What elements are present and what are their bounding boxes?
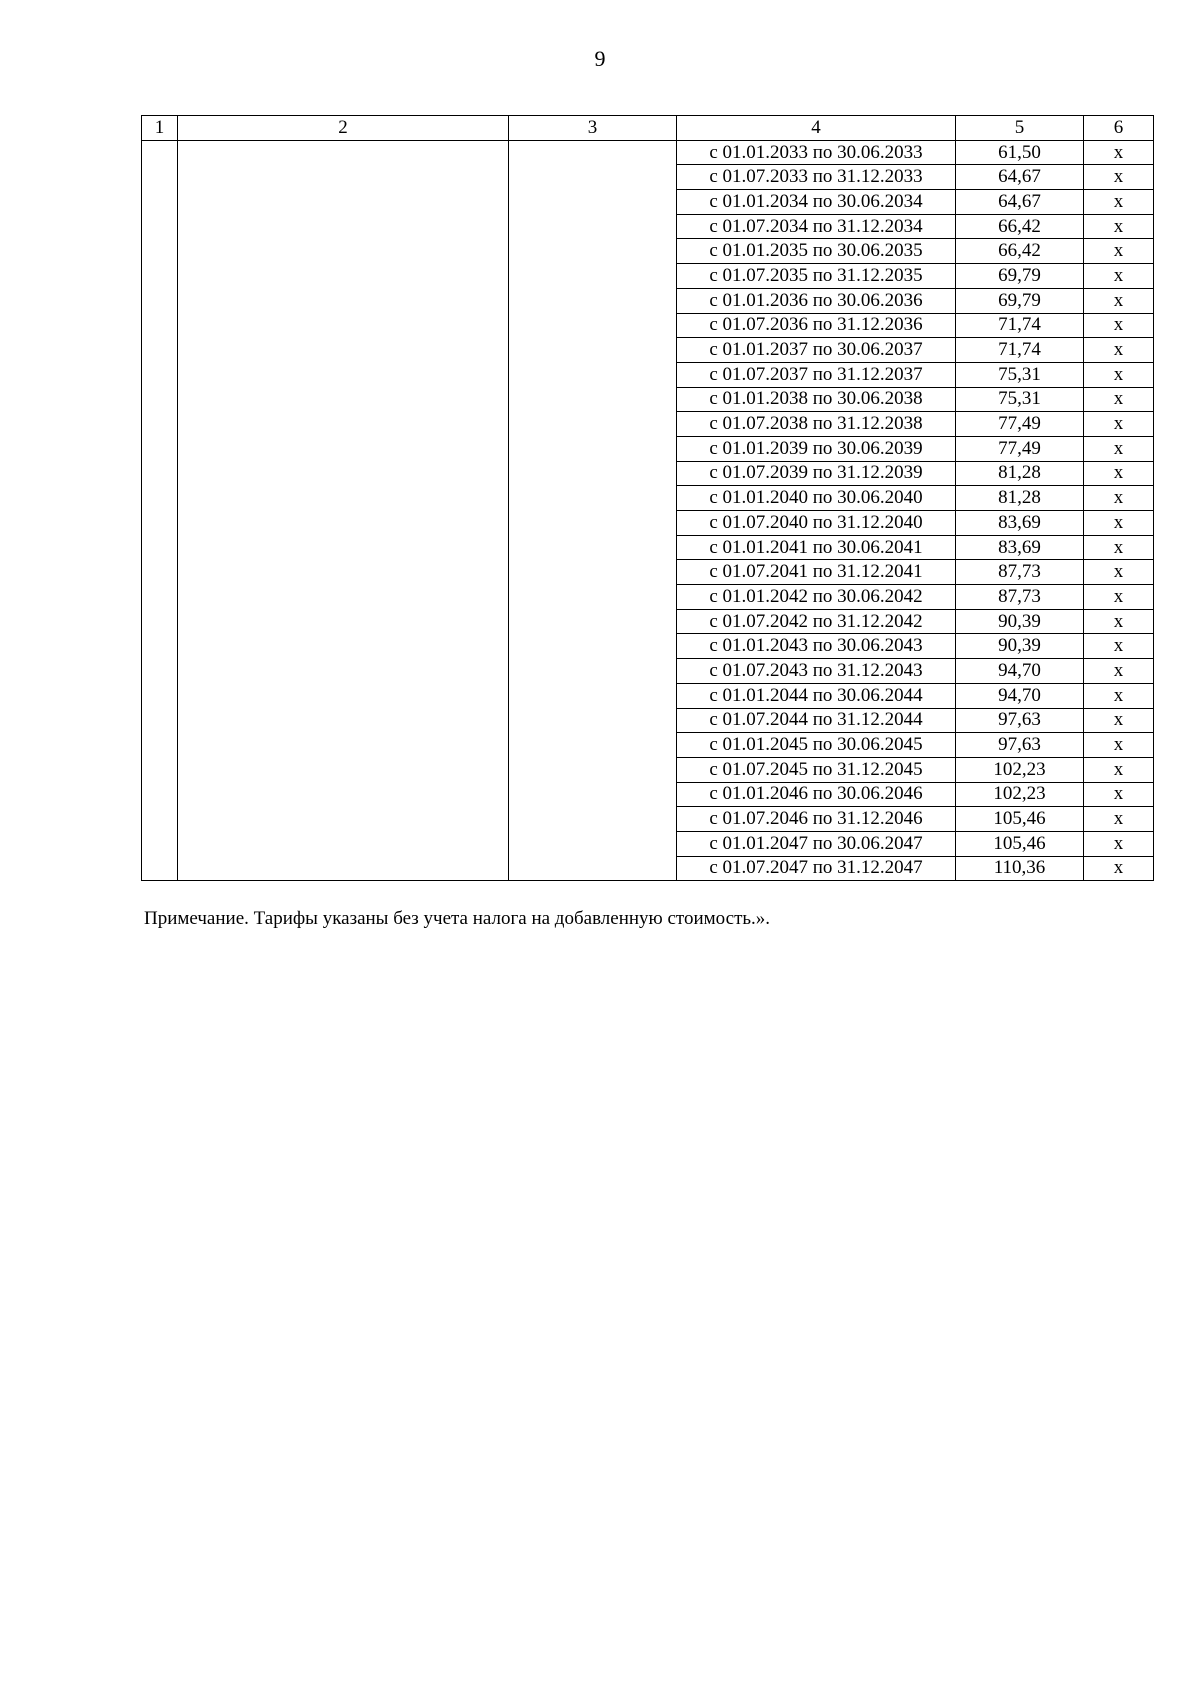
tariff-value-cell: 110,36 <box>956 856 1084 881</box>
period-cell: с 01.01.2043 по 30.06.2043 <box>677 634 956 659</box>
tariff-value-cell: 83,69 <box>956 511 1084 536</box>
period-cell: с 01.07.2035 по 31.12.2035 <box>677 264 956 289</box>
tariff-value-cell: 71,74 <box>956 313 1084 338</box>
tariff-value-cell: 66,42 <box>956 239 1084 264</box>
period-cell: с 01.01.2034 по 30.06.2034 <box>677 190 956 215</box>
mark-cell: х <box>1084 461 1154 486</box>
mark-cell: х <box>1084 511 1154 536</box>
tariff-value-cell: 64,67 <box>956 165 1084 190</box>
footnote: Примечание. Тарифы указаны без учета налога на добавленную стоимость.». <box>144 908 771 929</box>
col-1-merged-cell <box>142 140 178 881</box>
col-3-merged-cell <box>509 140 677 881</box>
period-cell: с 01.07.2034 по 31.12.2034 <box>677 214 956 239</box>
tariff-value-cell: 77,49 <box>956 412 1084 437</box>
mark-cell: х <box>1084 362 1154 387</box>
tariff-value-cell: 97,63 <box>956 708 1084 733</box>
mark-cell: х <box>1084 190 1154 215</box>
tariff-value-cell: 102,23 <box>956 757 1084 782</box>
period-cell: с 01.07.2043 по 31.12.2043 <box>677 659 956 684</box>
mark-cell: х <box>1084 585 1154 610</box>
mark-cell: х <box>1084 214 1154 239</box>
mark-cell: х <box>1084 436 1154 461</box>
tariff-table <box>141 115 1154 881</box>
period-cell: с 01.01.2039 по 30.06.2039 <box>677 436 956 461</box>
tariff-value-cell: 64,67 <box>956 190 1084 215</box>
period-cell: с 01.01.2036 по 30.06.2036 <box>677 288 956 313</box>
period-cell: с 01.01.2044 по 30.06.2044 <box>677 683 956 708</box>
table-header-row <box>142 116 1154 141</box>
period-cell: с 01.07.2042 по 31.12.2042 <box>677 609 956 634</box>
header-col-3: 3 <box>509 116 677 141</box>
tariff-value-cell: 102,23 <box>956 782 1084 807</box>
tariff-value-cell: 69,79 <box>956 264 1084 289</box>
period-cell: с 01.07.2037 по 31.12.2037 <box>677 362 956 387</box>
table-body <box>142 140 1154 881</box>
header-col-4: 4 <box>677 116 956 141</box>
tariff-value-cell: 83,69 <box>956 535 1084 560</box>
period-cell: с 01.01.2035 по 30.06.2035 <box>677 239 956 264</box>
tariff-value-cell: 77,49 <box>956 436 1084 461</box>
tariff-value-cell: 71,74 <box>956 338 1084 363</box>
mark-cell: х <box>1084 264 1154 289</box>
mark-cell: х <box>1084 338 1154 363</box>
header-col-1: 1 <box>142 116 178 141</box>
mark-cell: х <box>1084 831 1154 856</box>
tariff-value-cell: 75,31 <box>956 362 1084 387</box>
mark-cell: х <box>1084 288 1154 313</box>
mark-cell: х <box>1084 486 1154 511</box>
period-cell: с 01.01.2040 по 30.06.2040 <box>677 486 956 511</box>
tariff-value-cell: 94,70 <box>956 659 1084 684</box>
col-2-merged-cell <box>178 140 509 881</box>
period-cell: с 01.07.2038 по 31.12.2038 <box>677 412 956 437</box>
mark-cell: х <box>1084 782 1154 807</box>
mark-cell: х <box>1084 535 1154 560</box>
mark-cell: х <box>1084 165 1154 190</box>
tariff-value-cell: 90,39 <box>956 609 1084 634</box>
period-cell: с 01.07.2047 по 31.12.2047 <box>677 856 956 881</box>
tariff-value-cell: 81,28 <box>956 461 1084 486</box>
tariff-value-cell: 97,63 <box>956 733 1084 758</box>
period-cell: с 01.07.2045 по 31.12.2045 <box>677 757 956 782</box>
mark-cell: х <box>1084 140 1154 165</box>
tariff-value-cell: 105,46 <box>956 807 1084 832</box>
period-cell: с 01.01.2046 по 30.06.2046 <box>677 782 956 807</box>
mark-cell: х <box>1084 313 1154 338</box>
tariff-value-cell: 87,73 <box>956 585 1084 610</box>
tariff-value-cell: 105,46 <box>956 831 1084 856</box>
mark-cell: х <box>1084 560 1154 585</box>
tariff-value-cell: 87,73 <box>956 560 1084 585</box>
tariff-value-cell: 75,31 <box>956 387 1084 412</box>
mark-cell: х <box>1084 387 1154 412</box>
period-cell: с 01.07.2041 по 31.12.2041 <box>677 560 956 585</box>
mark-cell: х <box>1084 708 1154 733</box>
period-cell: с 01.07.2040 по 31.12.2040 <box>677 511 956 536</box>
period-cell: с 01.01.2042 по 30.06.2042 <box>677 585 956 610</box>
mark-cell: х <box>1084 683 1154 708</box>
tariff-value-cell: 69,79 <box>956 288 1084 313</box>
tariff-value-cell: 90,39 <box>956 634 1084 659</box>
tariff-value-cell: 81,28 <box>956 486 1084 511</box>
period-cell: с 01.01.2037 по 30.06.2037 <box>677 338 956 363</box>
mark-cell: х <box>1084 659 1154 684</box>
period-cell: с 01.07.2033 по 31.12.2033 <box>677 165 956 190</box>
period-cell: с 01.01.2033 по 30.06.2033 <box>677 140 956 165</box>
period-cell: с 01.07.2044 по 31.12.2044 <box>677 708 956 733</box>
period-cell: с 01.07.2039 по 31.12.2039 <box>677 461 956 486</box>
mark-cell: х <box>1084 634 1154 659</box>
mark-cell: х <box>1084 856 1154 881</box>
mark-cell: х <box>1084 239 1154 264</box>
tariff-value-cell: 94,70 <box>956 683 1084 708</box>
mark-cell: х <box>1084 807 1154 832</box>
header-col-6: 6 <box>1084 116 1154 141</box>
tariff-value-cell: 61,50 <box>956 140 1084 165</box>
mark-cell: х <box>1084 412 1154 437</box>
period-cell: с 01.01.2038 по 30.06.2038 <box>677 387 956 412</box>
period-cell: с 01.07.2046 по 31.12.2046 <box>677 807 956 832</box>
period-cell: с 01.07.2036 по 31.12.2036 <box>677 313 956 338</box>
period-cell: с 01.01.2047 по 30.06.2047 <box>677 831 956 856</box>
header-col-2: 2 <box>178 116 509 141</box>
table-row <box>142 140 1154 165</box>
period-cell: с 01.01.2045 по 30.06.2045 <box>677 733 956 758</box>
header-col-5: 5 <box>956 116 1084 141</box>
mark-cell: х <box>1084 757 1154 782</box>
mark-cell: х <box>1084 609 1154 634</box>
page-number: 9 <box>594 46 606 71</box>
period-cell: с 01.01.2041 по 30.06.2041 <box>677 535 956 560</box>
tariff-value-cell: 66,42 <box>956 214 1084 239</box>
mark-cell: х <box>1084 733 1154 758</box>
